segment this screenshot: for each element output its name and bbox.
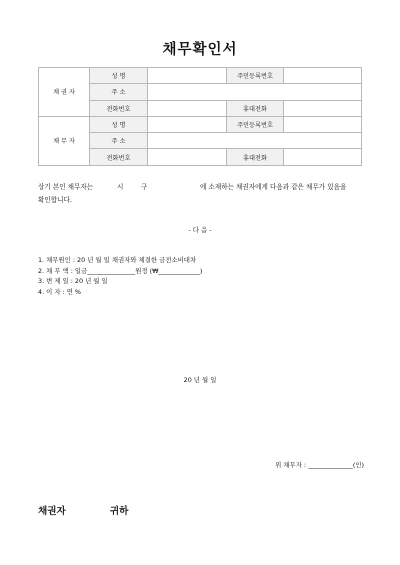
term-item-cause: 1. 채무원인 : 20 년 월 일 채권자와 체결한 금전소비대차 — [38, 256, 197, 264]
creditor-mobile-label: 휴대전화 — [227, 100, 284, 116]
term-item-interest: 4. 이 자 : 연 % — [38, 287, 81, 296]
debtor-name-value — [148, 116, 227, 132]
debtor-group-label: 채 무 자 — [39, 116, 90, 165]
debtor-address-value — [148, 133, 362, 149]
intro-text-end: 에 소재하는 채권자에게 다음과 같은 채무가 있음을 — [200, 183, 347, 191]
document-title: 채무확인서 — [162, 42, 238, 58]
debtor-resident-no-value — [284, 116, 362, 132]
intro-text-start: 상기 본인 채무자는 — [38, 183, 94, 191]
term-item-repayment-date: 3. 변 제 일 : 20 년 월 일 — [38, 277, 108, 286]
creditor-phone-label: 전화번호 — [90, 100, 148, 116]
intro-text-line2: 확인합니다. — [38, 196, 72, 204]
document-date: 20 년 월 일 — [183, 376, 217, 384]
recipient-line — [38, 503, 128, 517]
intro-gu: 구 — [141, 183, 148, 191]
creditor-name-label: 성 명 — [90, 68, 148, 84]
creditor-address-label: 주 소 — [90, 84, 148, 100]
creditor-group-label: 채 권 자 — [39, 68, 90, 117]
recipient-honorific: 귀하 — [109, 506, 129, 517]
debtor-phone-label: 전화번호 — [90, 149, 148, 165]
debtor-phone-value — [148, 149, 227, 165]
intro-si: 시 — [117, 183, 124, 191]
creditor-resident-no-label: 주민등록번호 — [227, 68, 284, 84]
section-heading-dah: - 다 음 - — [188, 226, 212, 234]
creditor-address-value — [148, 84, 362, 100]
term-item-amount: 2. 채 무 액 : 일금_______________원정 (₩_____________) — [38, 266, 203, 275]
party-info-table — [38, 67, 362, 166]
debtor-mobile-label: 휴대전화 — [227, 149, 284, 165]
debtor-mobile-value — [284, 149, 362, 165]
creditor-resident-no-value — [284, 68, 362, 84]
recipient-name: 채권자 — [38, 506, 66, 517]
terms-list — [38, 255, 202, 297]
debtor-address-label: 주 소 — [90, 133, 148, 149]
creditor-name-value — [148, 68, 227, 84]
debtor-name-label: 성 명 — [90, 116, 148, 132]
debtor-resident-no-label: 주민등록번호 — [227, 116, 284, 132]
debtor-signature-line: 위 채무자 : ______________(인) — [275, 461, 364, 469]
creditor-mobile-value — [284, 100, 362, 116]
intro-paragraph — [38, 181, 366, 207]
creditor-phone-value — [148, 100, 227, 116]
